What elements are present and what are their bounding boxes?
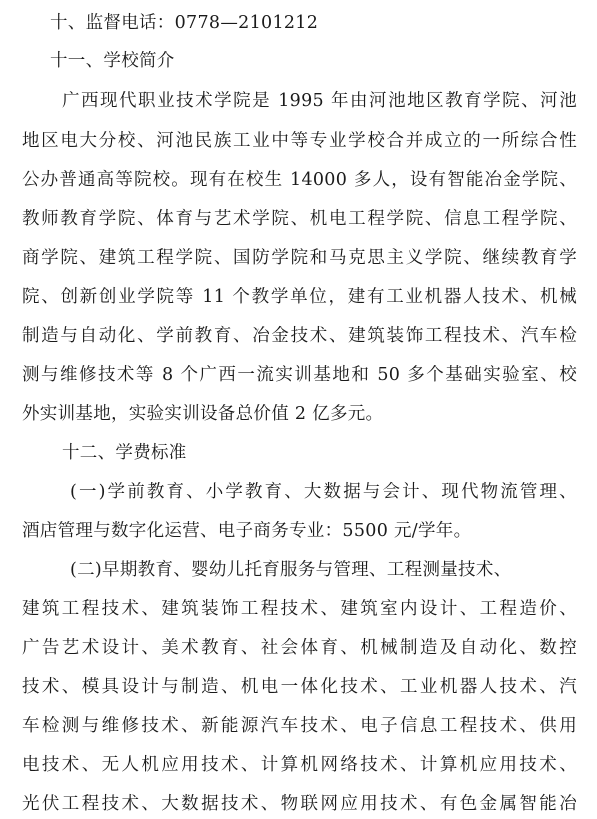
intro-line-9: 外实训基地，实验实训设备总价值 2 亿多元。 [22,404,384,424]
fee-item-1-line-2: 酒店管理与数字化运营、电子商务专业：5500 元/学年。 [22,521,472,541]
intro-line-6: 院、创新创业学院等 11 个教学单位，建有工业机器人技术、机械 [22,287,577,307]
section-11-heading: 十一、学校简介 [50,51,175,71]
section-12-heading: 十二、学费标准 [62,443,187,463]
fee-item-2-line-2: 建筑工程技术、建筑装饰工程技术、建筑室内设计、工程造价、 [22,599,577,619]
fee-item-1-line-1: (一)学前教育、小学教育、大数据与会计、现代物流管理、 [70,482,577,502]
intro-line-1: 广西现代职业技术学院是 1995 年由河池地区教育学院、河池 [62,91,577,111]
fee-item-2-line-5: 车检测与维修技术、新能源汽车技术、电子信息工程技术、供用 [22,716,577,736]
intro-line-8: 测与维修技术等 8 个广西一流实训基地和 50 多个基础实验室、校 [22,365,577,385]
fee-item-2-line-7: 光伏工程技术、大数据技术、物联网应用技术、有色金属智能冶 [22,794,577,814]
intro-line-3: 公办普通高等院校。现有在校生 14000 多人，设有智能冶金学院、 [22,170,577,190]
intro-line-2: 地区电大分校、河池民族工业中等专业学校合并成立的一所综合性 [22,131,577,151]
fee-item-2-line-3: 广告艺术设计、美术教育、社会体育、机械制造及自动化、数控 [22,638,577,658]
section-10-supervision-phone: 十、监督电话：0778—2101212 [50,13,319,33]
fee-item-2-line-4: 技术、模具设计与制造、机电一体化技术、工业机器人技术、汽 [22,677,577,697]
intro-line-7: 制造与自动化、学前教育、冶金技术、建筑装饰工程技术、汽车检 [22,326,577,346]
intro-line-5: 商学院、建筑工程学院、国防学院和马克思主义学院、继续教育学 [22,248,577,268]
fee-item-2-line-1: (二)早期教育、婴幼儿托育服务与管理、工程测量技术、 [70,560,512,580]
fee-item-2-line-6: 电技术、无人机应用技术、计算机网络技术、计算机应用技术、 [22,755,577,775]
intro-line-4: 教师教育学院、体育与艺术学院、机电工程学院、信息工程学院、 [22,209,577,229]
